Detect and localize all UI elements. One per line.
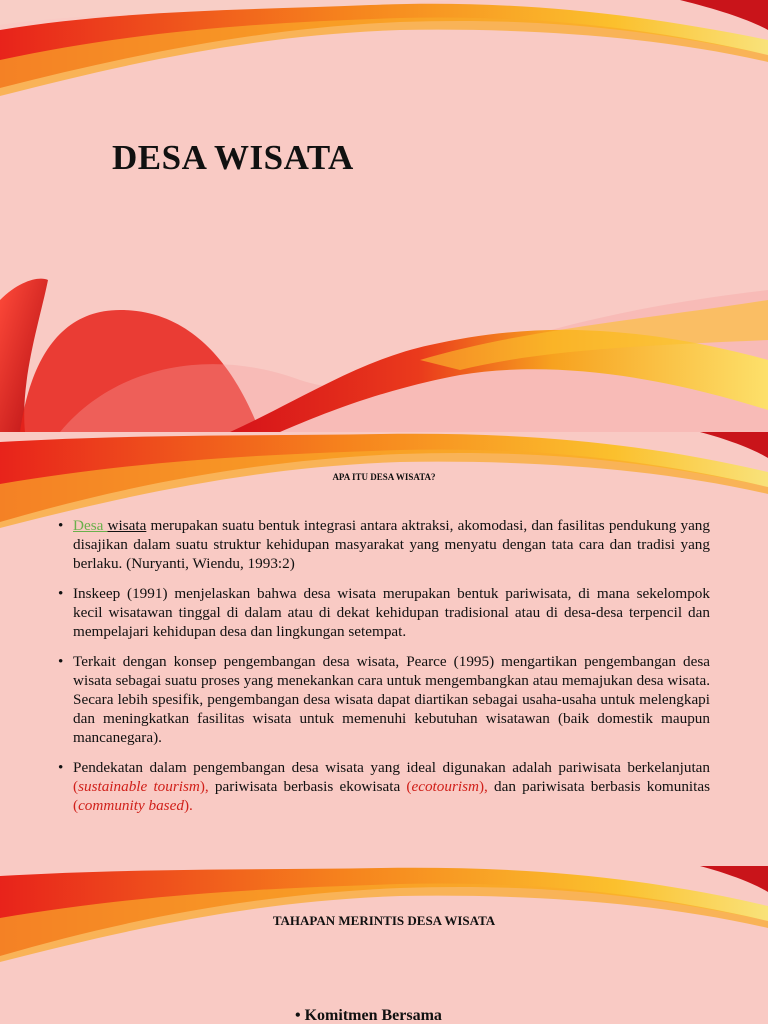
bullet-text: pariwisata berbasis ekowisata <box>208 778 407 795</box>
bullet-icon: • <box>58 759 64 776</box>
term-community-based: community based <box>78 797 184 814</box>
list-item <box>55 516 710 573</box>
paren: ( <box>406 778 412 795</box>
item-text: Komitmen Bersama <box>304 1007 442 1024</box>
bullet-icon: • <box>58 517 64 534</box>
link-wisata[interactable]: wisata <box>107 517 147 534</box>
paren: ( <box>73 797 79 814</box>
paren: ( <box>73 778 79 795</box>
list-item <box>55 652 710 747</box>
term-sustainable-tourism: sustainable tourism <box>78 778 200 795</box>
link-desa[interactable]: Desa <box>73 517 108 534</box>
list-item <box>55 758 710 815</box>
list-item <box>295 1007 442 1024</box>
period: . <box>189 797 193 814</box>
section-heading: APA ITU DESA WISATA? <box>332 472 436 482</box>
paren: ), <box>199 778 209 795</box>
bullet-text: Terkait dengan konsep pengembangan desa wisata, Pearce (1995) mengartikan pengembangan desa wisata sebagai suatu proses yang menekankan cara untuk mengembangkan atau memajukan desa wisata. Secara lebih spesifik, pengembangan desa wisata dapat diartikan sebagai usaha-usaha untuk melengkapi dan meningkatkan fasilitas wisata untuk memenuhi kebutuhan wisatawan (baik domestik maupun mancanegara). <box>73 653 710 746</box>
bullet-text: Pendekatan dalam pengembangan desa wisata yang ideal digunakan adalah pariwisata berkelanjutan <box>73 759 710 776</box>
bullet-icon: • <box>58 653 64 670</box>
slide-title <box>0 0 768 432</box>
list-item <box>55 584 710 641</box>
bullet-list <box>55 516 710 826</box>
decorative-swoosh <box>0 0 768 432</box>
paren: ), <box>478 778 488 795</box>
paren: ) <box>183 797 189 814</box>
slide-title-text: DESA WISATA <box>112 138 354 177</box>
term-ecotourism: ecotourism <box>411 778 479 795</box>
bullet-text: merupakan suatu bentuk integrasi antara aktraksi, akomodasi, dan fasilitas pendukung yang disajikan dalam suatu struktur kehidupan masyarakat yang menyatu dengan tata cara dan tradisi yang berlaku. (Nuryanti, Wiendu, 1993:2) <box>73 517 710 572</box>
slide-apa-itu <box>0 432 768 866</box>
bullet-icon: • <box>58 585 64 602</box>
bullet-text: Inskeep (1991) menjelaskan bahwa desa wisata merupakan bentuk pariwisata, di mana sekelompok kecil wisatawan tinggal di dalam atau di dekat kehidupan tradisional atau di desa-desa terpencil dan mempelajari kehidupan desa dan lingkungan setempat. <box>73 585 710 640</box>
slide-tahapan <box>0 866 768 1024</box>
section-heading: TAHAPAN MERINTIS DESA WISATA <box>272 913 496 928</box>
bullet-text: dan pariwisata berbasis komunitas <box>487 778 711 795</box>
bullet-icon: • <box>295 1007 301 1024</box>
